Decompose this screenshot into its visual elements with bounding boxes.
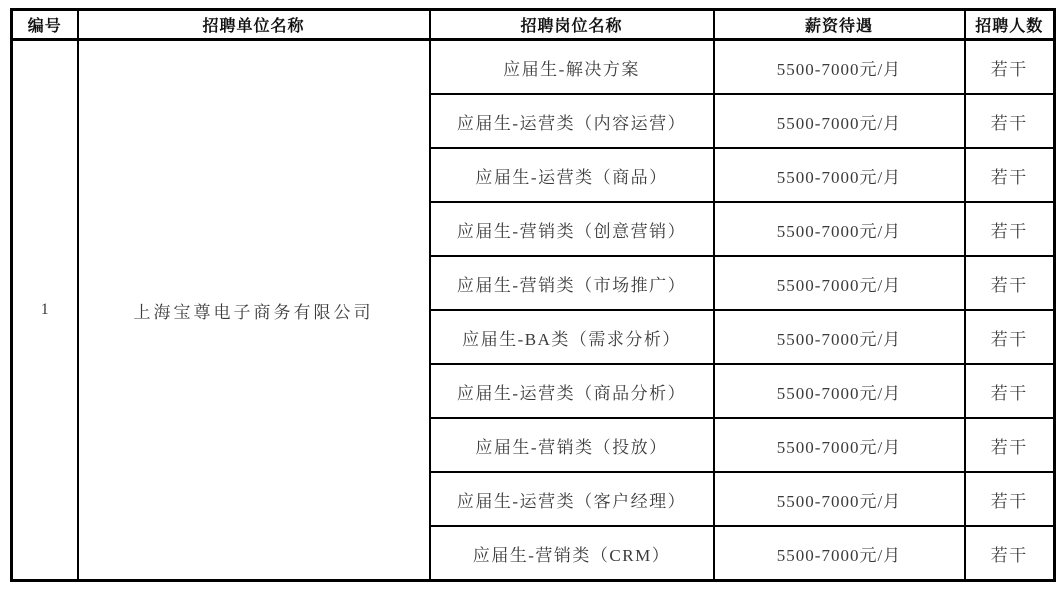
salary-cell: 5500-7000元/月 <box>714 418 965 472</box>
salary-cell: 5500-7000元/月 <box>714 202 965 256</box>
headcount-cell: 若干 <box>965 256 1055 310</box>
position-cell: 应届生-营销类（创意营销） <box>430 202 714 256</box>
salary-cell: 5500-7000元/月 <box>714 94 965 148</box>
header-position-name: 招聘岗位名称 <box>430 10 714 40</box>
headcount-cell: 若干 <box>965 40 1055 95</box>
headcount-cell: 若干 <box>965 148 1055 202</box>
position-cell: 应届生-运营类（商品） <box>430 148 714 202</box>
salary-cell: 5500-7000元/月 <box>714 148 965 202</box>
position-cell: 应届生-营销类（投放） <box>430 418 714 472</box>
header-row <box>12 10 1055 40</box>
header-salary: 薪资待遇 <box>714 10 965 40</box>
headcount-cell: 若干 <box>965 364 1055 418</box>
header-serial-number: 编号 <box>12 10 78 40</box>
headcount-cell: 若干 <box>965 202 1055 256</box>
recruitment-table <box>10 8 1056 582</box>
header-headcount: 招聘人数 <box>965 10 1055 40</box>
position-cell: 应届生-运营类（客户经理） <box>430 472 714 526</box>
position-cell: 应届生-营销类（CRM） <box>430 526 714 581</box>
position-cell: 应届生-运营类（内容运营） <box>430 94 714 148</box>
company-name-cell: 上海宝尊电子商务有限公司 <box>78 40 430 581</box>
salary-cell: 5500-7000元/月 <box>714 472 965 526</box>
salary-cell: 5500-7000元/月 <box>714 256 965 310</box>
header-company-name: 招聘单位名称 <box>78 10 430 40</box>
position-cell: 应届生-运营类（商品分析） <box>430 364 714 418</box>
position-cell: 应届生-BA类（需求分析） <box>430 310 714 364</box>
position-cell: 应届生-营销类（市场推广） <box>430 256 714 310</box>
salary-cell: 5500-7000元/月 <box>714 40 965 95</box>
salary-cell: 5500-7000元/月 <box>714 310 965 364</box>
position-cell: 应届生-解决方案 <box>430 40 714 95</box>
salary-cell: 5500-7000元/月 <box>714 526 965 581</box>
headcount-cell: 若干 <box>965 526 1055 581</box>
salary-cell: 5500-7000元/月 <box>714 364 965 418</box>
headcount-cell: 若干 <box>965 472 1055 526</box>
headcount-cell: 若干 <box>965 310 1055 364</box>
headcount-cell: 若干 <box>965 94 1055 148</box>
table-body <box>12 40 1055 581</box>
headcount-cell: 若干 <box>965 418 1055 472</box>
serial-number-cell: 1 <box>12 40 78 581</box>
table-row <box>12 40 1055 95</box>
